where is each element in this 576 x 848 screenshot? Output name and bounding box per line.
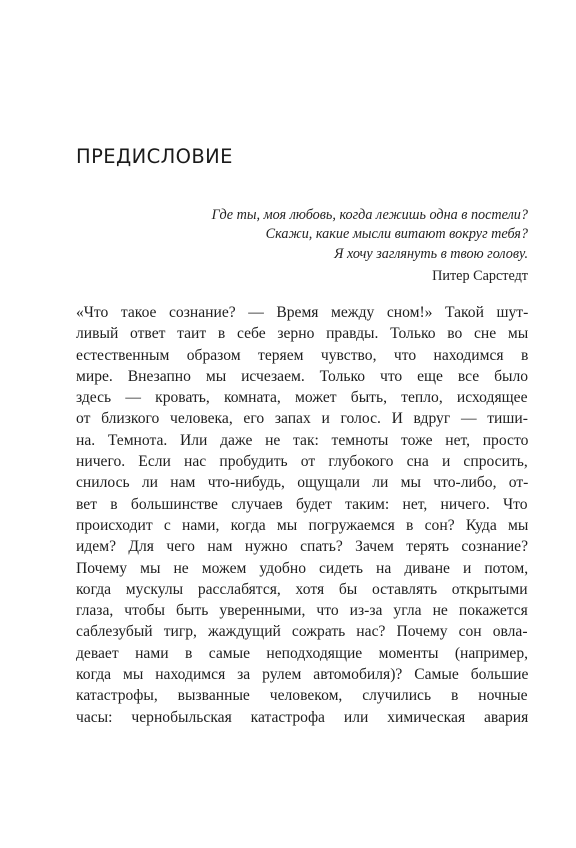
body-line: от близкого человека, его запах и голос. И вдруг — тиши- — [76, 410, 528, 428]
body-line: катастрофы, вызванные человеком, случились в ночные — [76, 687, 528, 705]
body-paragraph — [76, 302, 528, 728]
body-line: естественным образом теряем чувство, что находимся в — [76, 346, 529, 364]
body-line: когда мускулы расслабятся, хотя бы оставлять открытыми — [76, 580, 528, 598]
epigraph — [150, 206, 528, 286]
body-line: на. Темнота. Или даже не так: темноты тоже нет, просто — [76, 431, 529, 449]
body-line: происходит с нами, когда мы погружаемся в сон? Куда мы — [76, 516, 529, 534]
body-line: часы: чернобыльская катастрофа или химическая авария — [76, 708, 529, 726]
body-line: здесь — кровать, комната, может быть, тепло, исходящее — [76, 389, 528, 407]
body-line: «Что такое сознание? — Время между сном!» Такой шут- — [76, 304, 529, 321]
body-line: мире. Внезапно мы исчезаем. Только что еще все было — [76, 367, 529, 385]
body-line: когда мы находимся за рулем автомобиля)? Самые большие — [76, 666, 529, 684]
body-line: идем? Для чего нам нужно спать? Зачем терять сознание? — [76, 538, 529, 556]
epigraph-line: Скажи, какие мысли витают вокруг тебя? — [265, 226, 528, 243]
body-line: глаза, чтобы быть уверенными, что из-за угла не покажется — [76, 602, 528, 620]
body-line: девает нами в самые неподходящие моменты (например, — [76, 644, 529, 662]
body-line: саблезубый тигр, жаждущий сожрать нас? Почему сон овла- — [76, 623, 528, 641]
chapter-heading: ПРЕДИСЛОВИЕ — [76, 145, 233, 168]
epigraph-line: Где ты, моя любовь, когда лежишь одна в постели? — [211, 207, 528, 223]
epigraph-author: Питер Сарстедт — [432, 267, 528, 284]
body-line: ливый ответ таит в себе зерно правды. Только во сне мы — [76, 325, 529, 343]
body-line: снилось ли нам что-нибудь, ощущали ли мы что-либо, от- — [76, 474, 529, 492]
epigraph-line: Я хочу заглянуть в твою голову. — [334, 245, 528, 262]
body-line: вет в большинстве случаев будет таким: нет, ничего. Что — [76, 495, 528, 513]
body-line: Почему мы не можем удобно сидеть на диване и потом, — [76, 559, 529, 577]
body-line: ничего. Если нас пробудить от глубокого сна и спросить, — [76, 453, 528, 471]
